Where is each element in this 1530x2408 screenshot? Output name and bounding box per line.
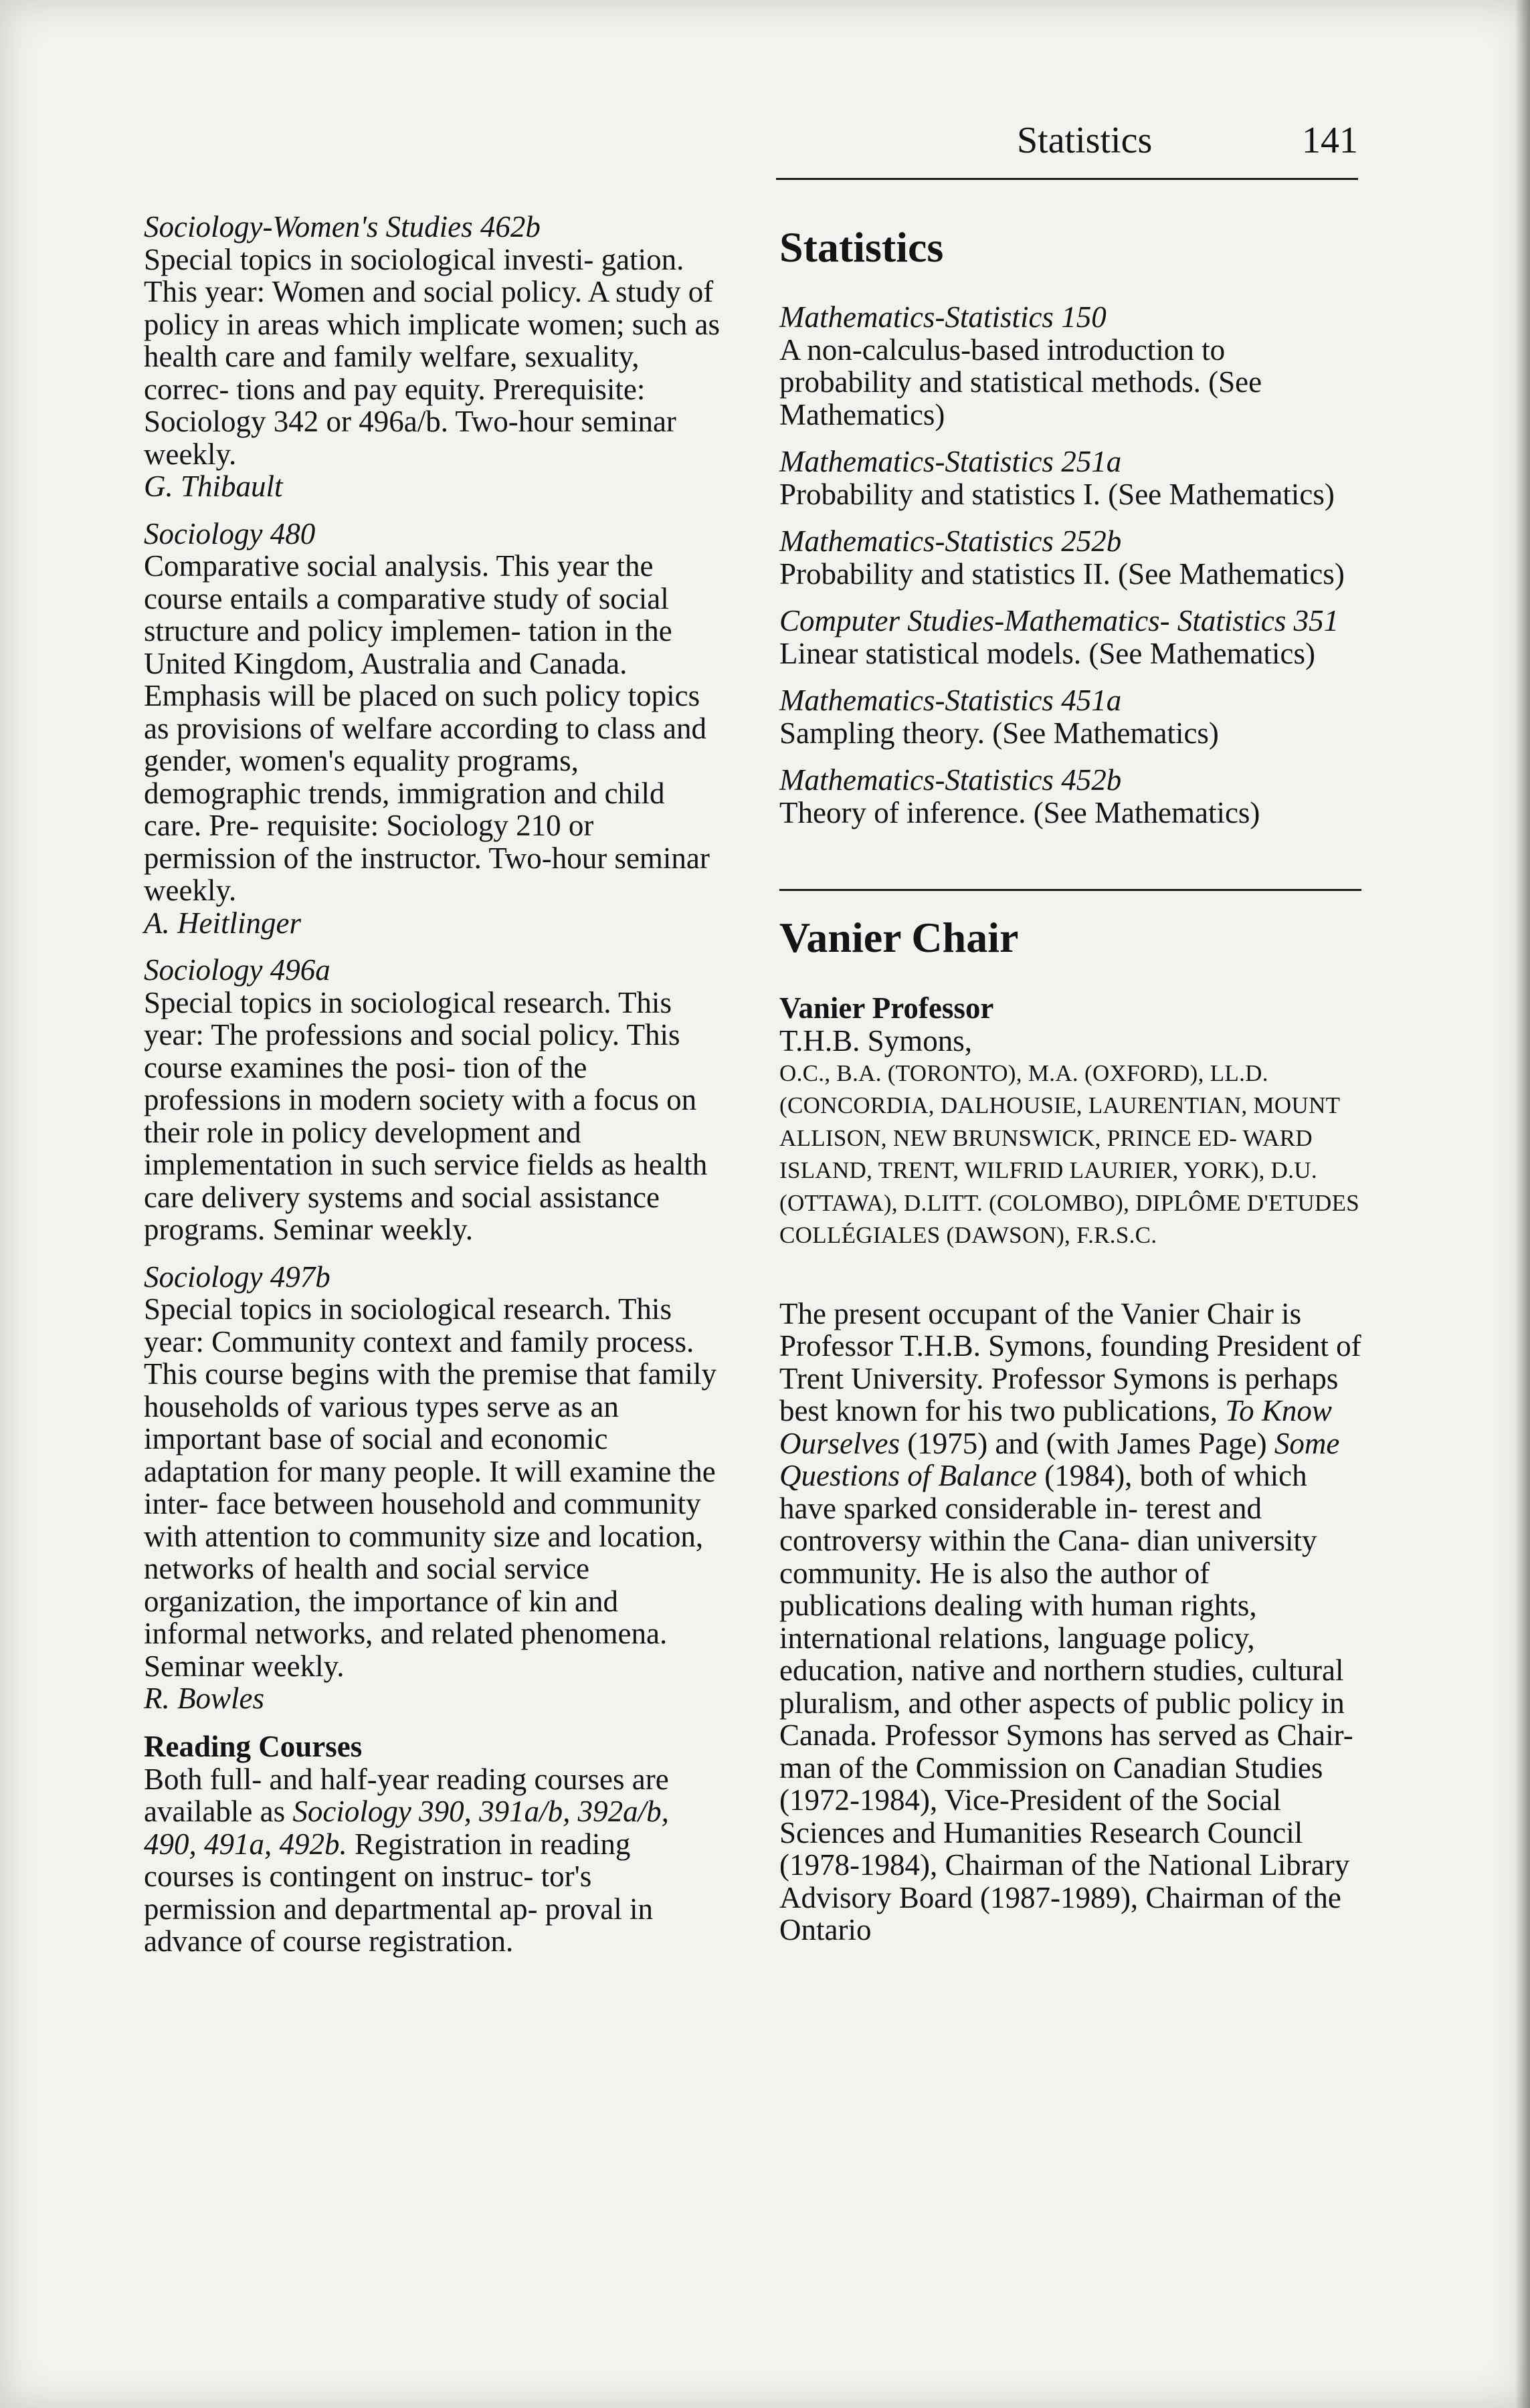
course-entry	[144, 954, 726, 1246]
course-title: Sociology-Women's Studies 462b	[144, 210, 541, 243]
stat-entry	[779, 684, 1361, 749]
vanier-professor-heading: Vanier Professor	[779, 991, 994, 1025]
course-description: Probability and statistics II. (See Mathematics)	[779, 557, 1345, 591]
left-column	[144, 211, 726, 1973]
stat-entry	[779, 301, 1361, 431]
course-description: Linear statistical models. (See Mathematics)	[779, 636, 1315, 670]
section-rule	[779, 889, 1361, 891]
course-title: Mathematics-Statistics 252b	[779, 524, 1122, 558]
professor-name: T.H.B. Symons,	[779, 1024, 972, 1058]
course-instructor: G. Thibault	[144, 470, 283, 503]
course-description: Special topics in sociological investi- gation. This year: Women and social policy. A study of policy in areas which implicate women; such as health care and family welfare, sexuality, correc- tions and pay equity. Prerequisite: Sociology 342 or 496a/b. Two-hour seminar weekly.	[144, 242, 720, 471]
book-title: Some Questions of Balance	[779, 1426, 1340, 1492]
page-number: 141	[1302, 120, 1358, 161]
course-instructor: R. Bowles	[144, 1682, 264, 1715]
reading-courses-text-2: Registration in reading courses is contingent on instruc- tor's permission and departmental ap- proval in advance of course registration.	[144, 1827, 654, 1958]
stat-entry	[779, 764, 1361, 829]
course-description: Sampling theory. (See Mathematics)	[779, 716, 1219, 750]
course-instructor: A. Heitlinger	[144, 906, 301, 940]
statistics-heading: Statistics	[779, 223, 944, 271]
page-edge-shadow	[1515, 0, 1530, 2408]
course-entry	[144, 1261, 726, 1715]
course-description: A non-calculus-based introduction to probability and statistical methods. (See Mathematics)	[779, 332, 1262, 431]
reading-courses-text-1: Both full- and half-year reading courses are available as	[144, 1762, 669, 1828]
book-title: To Know Ourselves	[779, 1394, 1332, 1460]
course-title: Sociology 480	[144, 516, 316, 550]
course-entry	[144, 518, 726, 940]
vanier-paragraph	[779, 1298, 1361, 1946]
paragraph-text: The present occupant of the Vanier Chair is Professor T.H.B. Symons, founding President of Trent University. Professor Symons is perhaps best known for his two publications,	[779, 1296, 1361, 1427]
course-entry	[144, 211, 726, 503]
course-title: Sociology 497b	[144, 1260, 330, 1294]
paragraph-text: (1975) and (with James Page)	[899, 1426, 1274, 1460]
stat-entry	[779, 445, 1361, 510]
course-title: Mathematics-Statistics 451a	[779, 684, 1122, 717]
professor-credentials: O.C., B.A. (TORONTO), M.A. (OXFORD), LL.D. (CONCORDIA, DALHOUSIE, LAURENTIAN, MOUNT ALLISON, NEW BRUNSWICK, PRINCE ED- WARD ISLAND, TRENT, WILFRID LAURIER, YORK), D.U. (OTTAWA), D.LITT. (COLOMBO), DIPLÔME D'ETUDES COLLÉGIALES (DAWSON), F.R.S.C.	[779, 1060, 1360, 1248]
stat-entry	[779, 605, 1361, 670]
course-description: Theory of inference. (See Mathematics)	[779, 795, 1260, 829]
course-title: Sociology 496a	[144, 953, 330, 987]
reading-courses-list: Sociology 390, 391a/b, 392a/b, 490, 491a, 492b.	[144, 1795, 669, 1861]
course-title: Mathematics-Statistics 452b	[779, 763, 1122, 797]
professor-block	[779, 1025, 1361, 1252]
course-title: Mathematics-Statistics 251a	[779, 445, 1122, 478]
paragraph-text: (1984), both of which have sparked considerable in- terest and controversy within the Cana- dian university community. He is also the author of publications dealing with human rights, international relations, language policy, education, native and northern studies, cultural pluralism, and other aspects of public policy in Canada. Professor Symons has served as Chair- man of the Commission on Canadian Studies (1972-1984), Vice-President of the Social Sciences and Humanities Research Council (1978-1984), Chairman of the National Library Advisory Board (1987-1989), Chairman of the Ontario	[779, 1459, 1353, 1946]
course-title: Mathematics-Statistics 150	[779, 300, 1107, 334]
course-description: Comparative social analysis. This year the course entails a comparative study of social structure and policy implemen- tation in the United Kingdom, Australia and Canada. Emphasis will be placed on such policy topics as provisions of welfare according to class and gender, women's equality programs, demographic trends, immigration and child care. Pre- requisite: Sociology 210 or permission of the instructor. Two-hour seminar weekly.	[144, 549, 710, 907]
vanier-heading: Vanier Chair	[779, 914, 1019, 961]
reading-courses	[144, 1730, 726, 1958]
course-description: Probability and statistics I. (See Mathematics)	[779, 477, 1335, 511]
right-column	[779, 221, 1361, 1946]
header-rule	[776, 178, 1358, 180]
stat-entry	[779, 525, 1361, 590]
course-description: Special topics in sociological research. This year: Community context and family process. This course begins with the premise that family households of various types serve as an important base of social and economic adaptation for many people. It will examine the inter- face between household and community with attention to community size and location, networks of health and social service organization, the importance of kin and informal networks, and related phenomena. Seminar weekly.	[144, 1292, 717, 1683]
course-description: Special topics in sociological research. This year: The professions and social policy. This course examines the posi- tion of the professions in modern society with a focus on their role in policy development and implementation in such service fields as health care delivery systems and social assistance programs. Seminar weekly.	[144, 985, 708, 1246]
reading-courses-heading: Reading Courses	[144, 1729, 363, 1763]
running-head-title: Statistics	[1017, 120, 1153, 161]
course-title: Computer Studies-Mathematics- Statistics 351	[779, 604, 1339, 637]
running-head	[1017, 117, 1358, 164]
